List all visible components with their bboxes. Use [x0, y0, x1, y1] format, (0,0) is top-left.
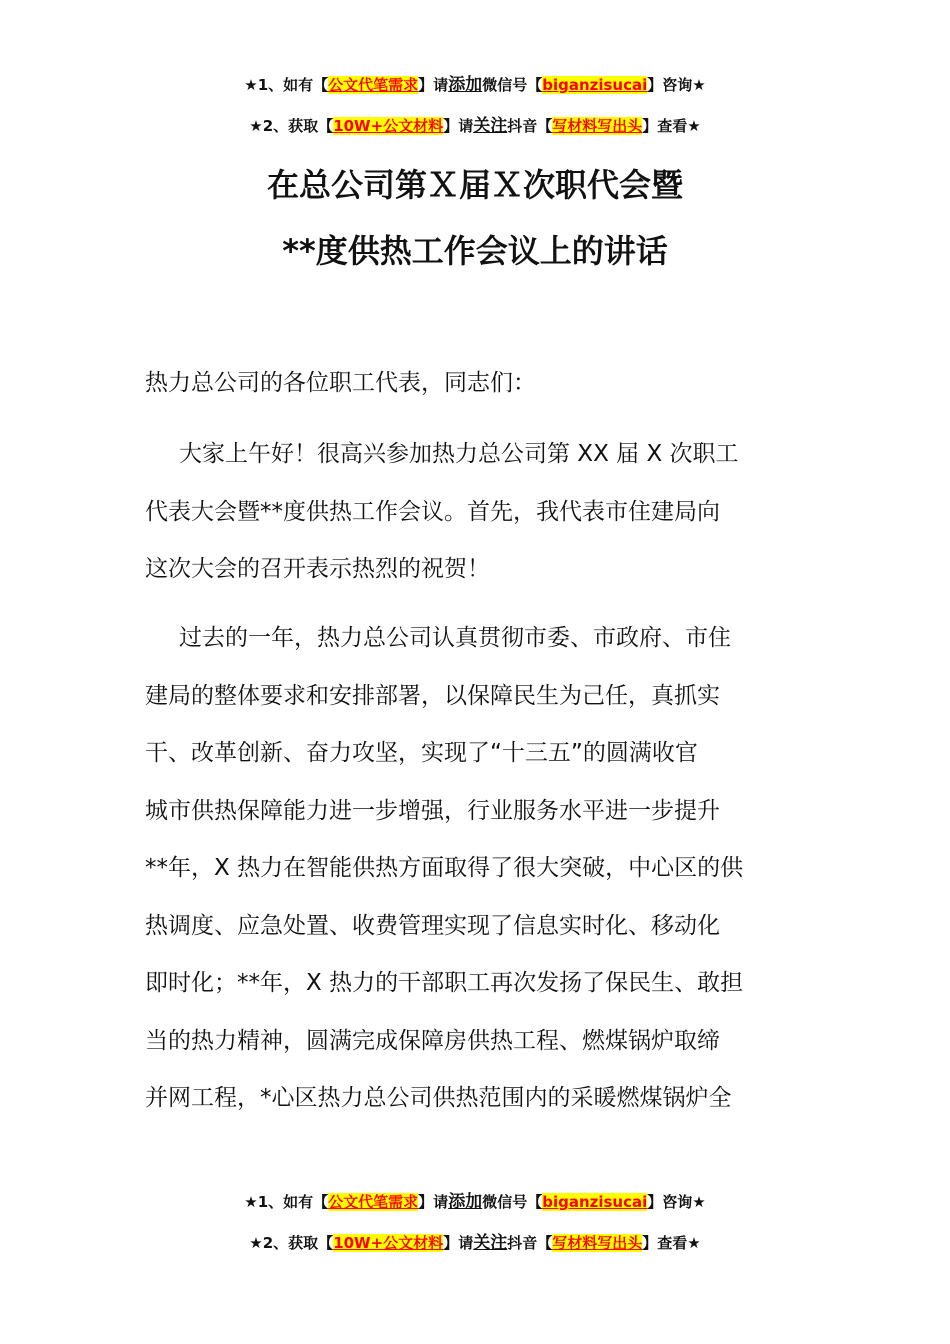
ad-prefix: ★1、如有【 — [244, 76, 329, 94]
paragraph-line: 过去的一年，热力总公司认真贯彻市委、市政府、市住 — [179, 625, 731, 651]
paragraph-line: 干、改革创新、奋力攻坚，实现了“十三五”的圆满收官 — [145, 740, 698, 766]
ad-mid: 微信号【 — [482, 1193, 543, 1211]
ad-highlight-materials: 10W+公文材料 — [333, 117, 444, 135]
ad-mid: 】请 — [443, 117, 474, 135]
paragraph-line: **年，X 热力在智能供热方面取得了很大突破，中心区的供 — [145, 855, 744, 881]
ad-mid: 抖音【 — [507, 1234, 553, 1252]
ad-prefix: ★2、获取【 — [249, 117, 334, 135]
ad-highlight-account: 写材料写出头 — [552, 1234, 643, 1252]
ad-highlight-account: 写材料写出头 — [552, 117, 643, 135]
paragraph-line: 即时化；**年，X 热力的干部职工再次发扬了保民生、敢担 — [145, 970, 744, 996]
header-ad-line-1 — [0, 70, 950, 95]
document-title-line-1: 在总公司第Ｘ届Ｘ次职代会暨 — [266, 166, 683, 204]
ad-highlight-materials: 10W+公文材料 — [333, 1234, 444, 1252]
paragraph-line: 热调度、应急处置、收费管理实现了信息实时化、移动化 — [145, 912, 720, 939]
paragraph-line: 代表大会暨**度供热工作会议。首先，我代表市住建局向 — [145, 498, 720, 525]
footer-ad-line-1 — [0, 1187, 950, 1212]
ad-emphasis: 关注 — [473, 116, 508, 136]
ad-suffix: 】查看★ — [642, 1234, 701, 1252]
ad-mid: 】请 — [418, 76, 449, 94]
salutation: 热力总公司的各位职工代表，同志们： — [145, 370, 536, 396]
ad-highlight-account: biganzisucai — [542, 76, 648, 94]
paragraph-2 — [145, 610, 811, 1128]
header-ad-line-2 — [0, 111, 950, 136]
ad-suffix: 】咨询★ — [647, 1193, 706, 1211]
ad-suffix: 】咨询★ — [647, 76, 706, 94]
ad-prefix: ★2、获取【 — [249, 1234, 334, 1252]
ad-mid: 】请 — [443, 1234, 474, 1252]
ad-highlight-service: 公文代笔需求 — [328, 1193, 419, 1211]
paragraph-1 — [145, 426, 811, 599]
document-title-line-2: **度供热工作会议上的讲话 — [282, 232, 668, 270]
ad-suffix: 】查看★ — [642, 117, 701, 135]
paragraph-line: 这次大会的召开表示热烈的祝贺！ — [145, 556, 490, 582]
footer-ad-line-2 — [0, 1228, 950, 1253]
ad-highlight-service: 公文代笔需求 — [328, 76, 419, 94]
paragraph-line: 大家上午好！很高兴参加热力总公司第 XX 届 X 次职工 — [179, 441, 739, 467]
paragraph-line: 并网工程，*心区热力总公司供热范围内的采暖燃煤锅炉全 — [145, 1085, 732, 1111]
ad-emphasis: 添加 — [448, 1192, 483, 1212]
ad-emphasis: 关注 — [473, 1233, 508, 1253]
ad-prefix: ★1、如有【 — [244, 1193, 329, 1211]
ad-highlight-account: biganzisucai — [542, 1193, 648, 1211]
paragraph-line: 城市供热保障能力进一步增强，行业服务水平进一步提升 — [145, 797, 720, 824]
ad-mid: 】请 — [418, 1193, 449, 1211]
ad-mid: 微信号【 — [482, 76, 543, 94]
paragraph-line: 建局的整体要求和安排部署，以保障民生为己任，真抓实 — [145, 682, 720, 709]
ad-mid: 抖音【 — [507, 117, 553, 135]
ad-emphasis: 添加 — [448, 75, 483, 95]
paragraph-line: 当的热力精神，圆满完成保障房供热工程、燃煤锅炉取缔 — [145, 1027, 720, 1054]
